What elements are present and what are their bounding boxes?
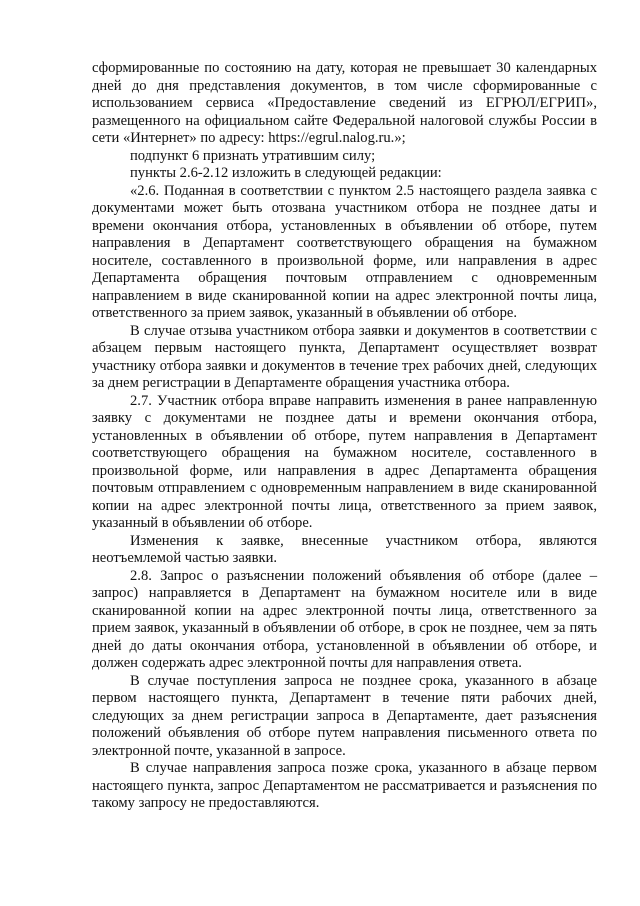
paragraph-2-7: 2.7. Участник отбора вправе направить изменения в ранее направленную заявку с документами не позднее даты и времени окончания отбора, установленных в объявлении об отборе, путем направления в Департамент соответствующего обращения на бумажном носителе, составленного в произвольной форме, или направления в адрес Департамента обращения почтовым отправлением с одновременным направлением в виде сканированной копии на адрес электронной почты лица, ответственного за прием заявок, указанный в объявлении об отборе. [92, 392, 597, 531]
paragraph-subitem-6: подпункт 6 признать утратившим силу; [130, 147, 376, 164]
paragraph-2-8-in-time: В случае поступления запроса не позднее срока, указанного в абзаце первом настоящего пункта, Департамент в течение пяти рабочих дней, следующих за днем регистрации запроса в Департаменте, дает разъяснения положений объявления об отборе путем направления письменного ответа по электронной почте, указанной в запросе. [92, 672, 597, 759]
paragraph-2-8: 2.8. Запрос о разъяснении положений объявления об отборе (далее – запрос) направляется в Департамент на бумажном носителе или в виде сканированной копии на адрес электронной почты лица, ответственного за прием заявок, указанный в объявлении об отборе, в срок не позднее, чем за пять дней до даты окончания отбора, установленной в объявлении об отборе, и должен содержать адрес электронной почты для направления ответа. [92, 567, 597, 671]
document-body [92, 60, 597, 813]
paragraph-items-2-6-2-12: пункты 2.6-2.12 изложить в следующей редакции: [130, 165, 442, 181]
paragraph-2-8-late: В случае направления запроса позже срока, указанного в абзаце первом настоящего пункта, запрос Департаментом не рассматривается и разъяснения по такому запросу не предоставляются. [92, 760, 597, 811]
paragraph-2-6-withdrawal: В случае отзыва участником отбора заявки и документов в соответствии с абзацем первым настоящего пункта, Департамент осуществляет возврат участнику отбора заявки и документов в течение трех рабочих дней, следующих за днем регистрации в Департаменте обращения участника отбора. [92, 322, 597, 391]
paragraph-2-7-changes: Изменения к заявке, внесенные участником отбора, являются неотъемлемой частью заявки. [92, 532, 597, 566]
paragraph-2-6: «2.6. Поданная в соответствии с пунктом 2.5 настоящего раздела заявка с документами может быть отозвана участником отбора не позднее даты и времени окончания отбора, установленных в объявлении об отборе, путем направления в Департамент соответствующего обращения на бумажном носителе, составленного в произвольной форме, или направления в адрес Департамента обращения почтовым отправлением с одновременным направлением в виде сканированной копии на адрес электронной почты лица, ответственного за прием заявок, указанный в объявлении об отборе. [92, 182, 597, 321]
paragraph-continuation: сформированные по состоянию на дату, которая не превышает 30 календарных дней до дня представления документов, в том числе сформированные с использованием сервиса «Предоставление сведений из ЕГРЮЛ/ЕГРИП», размещенного на официальном сайте Федеральной налоговой службы России в сети «Интернет» по адресу: https://egrul.nalog.ru.»; [92, 60, 597, 146]
